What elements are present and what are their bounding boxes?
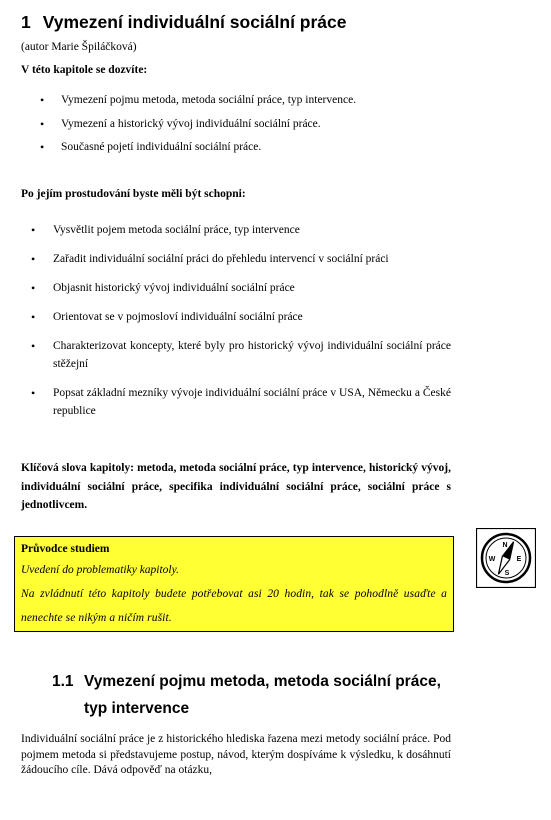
svg-text:N: N <box>502 542 508 549</box>
list-item: • Vymezení a historický vývoj individuální sociální práce. <box>21 118 451 142</box>
chapter-author: (autor Marie Špiláčková) <box>21 41 137 53</box>
body-paragraph: Individuální sociální práce je z historického hlediska řazena mezi metody sociální práce. Pod pojmem metoda si představujeme postup, návod, kterým dospíváme k výsledku, k dosáhnutí žádoucího cíle. Dává odpověď na otázku, <box>21 733 451 776</box>
goals-heading: Po jejím prostudování byste měli být schopni: <box>21 188 246 200</box>
learn-list <box>21 94 451 165</box>
svg-text:S: S <box>504 570 510 577</box>
list-item: • Popsat základní mezníky vývoje individuální sociální práce v USA, Německu a České republice <box>21 384 451 420</box>
chapter-title: Vymezení individuální sociální práce <box>42 12 347 32</box>
section-title: Vymezení pojmu metoda, metoda sociální práce, typ intervence <box>84 673 441 717</box>
learn-heading: V této kapitole se dozvíte: <box>21 64 148 76</box>
compass-icon <box>476 528 536 588</box>
study-guide-title: Průvodce studiem <box>21 543 110 555</box>
chapter-heading <box>21 12 347 33</box>
list-item: • Současné pojetí individuální sociální práce. <box>21 141 451 165</box>
svg-text:W: W <box>488 556 496 563</box>
study-guide-intro: Uvedení do problematiky kapitoly. <box>21 564 179 576</box>
keywords-paragraph: Klíčová slova kapitoly: metoda, metoda sociální práce, typ intervence, historický vývoj, individuální sociální práce, specifika individuální sociální práce, sociální práce s jednotlivcem. <box>21 462 451 511</box>
list-item: • Vysvětlit pojem metoda sociální práce, typ intervence <box>21 221 451 239</box>
study-guide-text: Na zvládnutí této kapitoly budete potřebovat asi 20 hodin, tak se pohodlně usaďte a nenechte se nikým a ničím rušit. <box>21 588 447 624</box>
list-item: • Objasnit historický vývoj individuální sociální práce <box>21 279 451 297</box>
list-item: • Zařadit individuální sociální práci do přehledu intervencí v sociální práci <box>21 250 451 268</box>
section-heading <box>52 668 452 722</box>
list-item: • Charakterizovat koncepty, které byly pro historický vývoj individuální sociální práce stěžejní <box>21 337 451 373</box>
goals-list <box>21 221 451 420</box>
svg-text:E: E <box>516 556 522 563</box>
study-guide-box <box>14 536 454 632</box>
chapter-number: 1 <box>21 12 31 32</box>
list-item: • Vymezení pojmu metoda, metoda sociální práce, typ intervence. <box>21 94 451 118</box>
section-number: 1.1 <box>52 673 74 690</box>
list-item: • Orientovat se v pojmosloví individuální sociální práce <box>21 308 451 326</box>
